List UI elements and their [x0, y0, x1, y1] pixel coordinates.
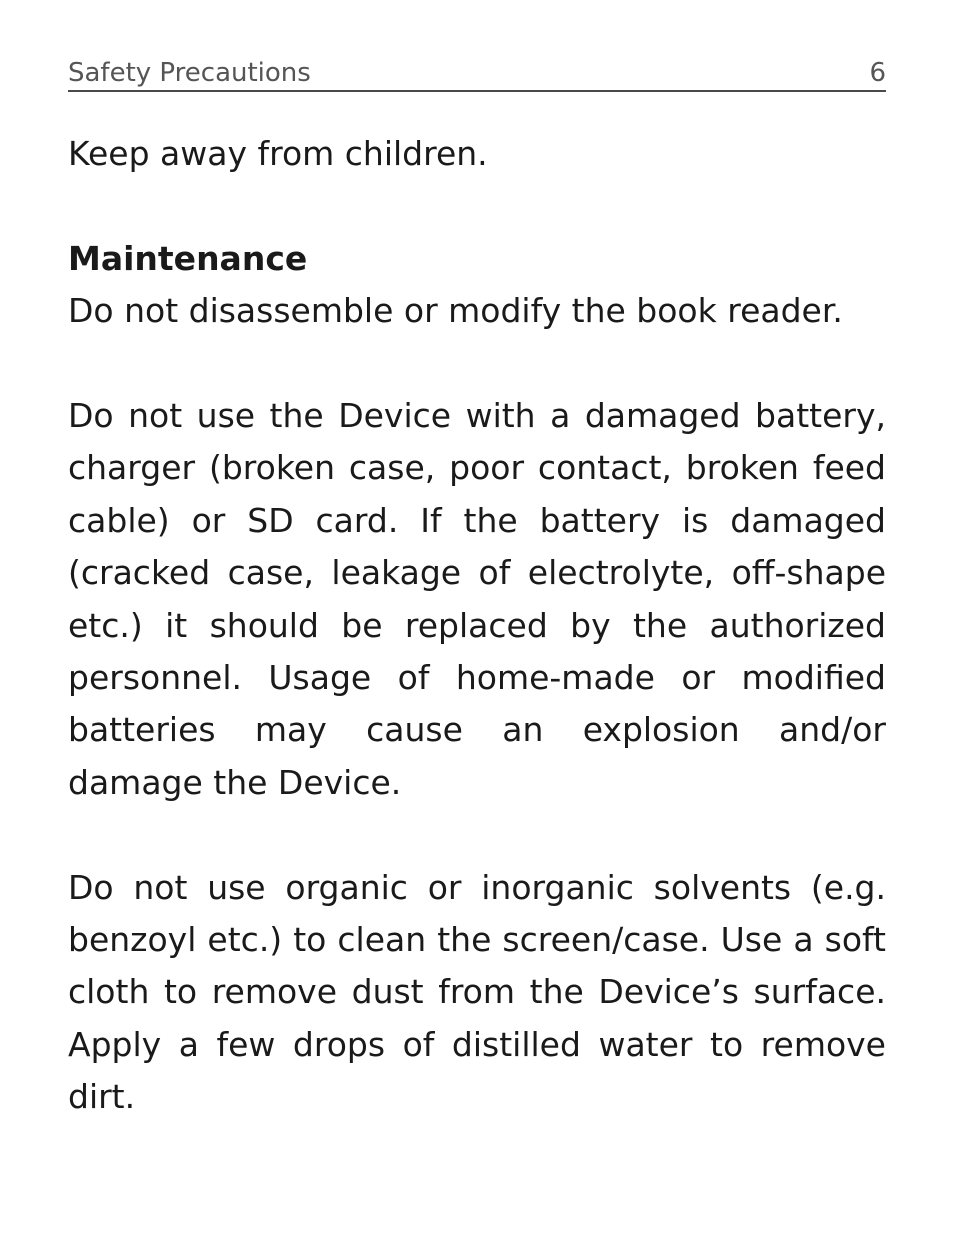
paragraph-spacer [68, 180, 886, 232]
paragraph-spacer [68, 809, 886, 861]
maintenance-line: Do not disassemble or modify the book reader. [68, 291, 843, 331]
paragraph-spacer [68, 338, 886, 390]
page-number: 6 [869, 58, 886, 88]
maintenance-heading: Maintenance [68, 238, 308, 278]
cleaning-paragraph: Do not use organic or inorganic solvents (e.g. benzoyl etc.) to clean the screen/case. Use a soft cloth to remove dust from the Device’s surface. Apply a few drops of distilled water to remove dirt. [68, 867, 886, 1117]
body-text [68, 128, 886, 1124]
running-header [68, 56, 886, 92]
battery-paragraph: Do not use the Device with a damaged battery, charger (broken case, poor contact, broken feed cable) or SD card. If the battery is damaged (cracked case, leakage of electrolyte, off-shape etc.) it should be replaced by the authorized personnel. Usage of home-made or modified batteries may cause an explosion and/or damage the Device. [68, 396, 886, 802]
intro-paragraph: Keep away from children. [68, 134, 488, 173]
section-title: Safety Precautions [68, 58, 311, 88]
